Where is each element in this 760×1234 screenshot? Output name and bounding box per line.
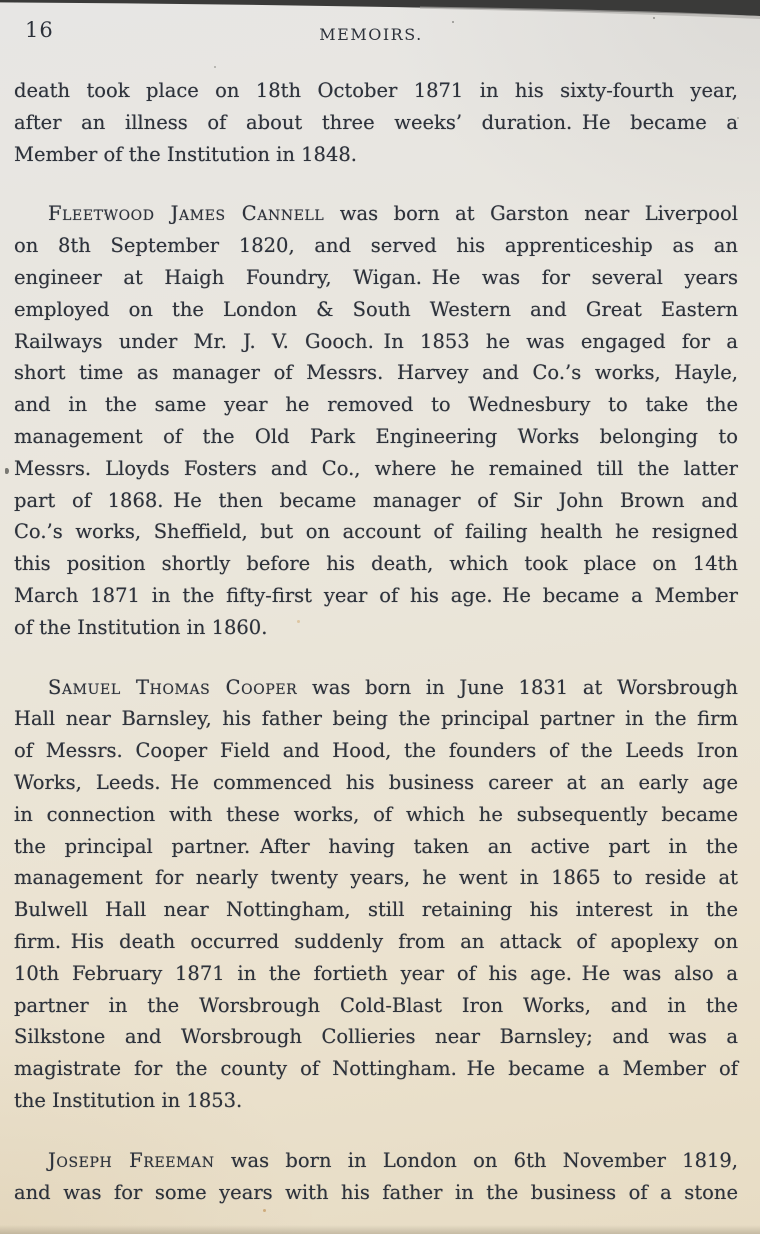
text-line: March 1871 in the fifty-first year of his age. He became a Member	[14, 583, 738, 607]
text-line: of the Institution in 1860.	[14, 615, 268, 639]
paper-speck	[452, 21, 454, 23]
paper-speck	[263, 1209, 266, 1212]
memoir-subject-name: Samuel Thomas Cooper	[48, 675, 298, 699]
text-line: Co.’s works, Sheffield, but on account of failing health he resigned	[14, 520, 738, 544]
page-body	[14, 75, 738, 1208]
page-header	[0, 0, 760, 60]
paper-speck	[214, 66, 216, 68]
memoir-paragraph	[14, 75, 738, 170]
text-line: Fleetwood James Cannell was born at Garston near Liverpool	[48, 202, 738, 226]
memoir-paragraph	[14, 672, 738, 1117]
text-line: Hall near Barnsley, his father being the principal partner in the firm	[14, 707, 738, 731]
text-line: Railways under Mr. J. V. Gooch. In 1853 he was engaged for a	[14, 329, 738, 353]
text-line: the Institution in 1853.	[14, 1088, 243, 1112]
paper-speck	[297, 620, 300, 623]
paper-speck	[653, 17, 655, 19]
scan-bottom-edge-shadow	[0, 1225, 760, 1234]
text-line: part of 1868. He then became manager of Sir John Brown and	[14, 488, 738, 512]
text-line: partner in the Worsbrough Cold-Blast Iron Works, and in the	[14, 993, 738, 1017]
paper-speck	[5, 468, 9, 474]
text-line: the principal partner. After having taken an active part in the	[14, 834, 738, 858]
text-line: this position shortly before his death, which took place on 14th	[14, 552, 738, 576]
text-line: Joseph Freeman was born in London on 6th November 1819,	[48, 1148, 738, 1172]
text-line: and was for some years with his father in the business of a stone	[14, 1180, 738, 1204]
memoir-subject-name: Joseph Freeman	[48, 1148, 215, 1172]
text-line: management of the Old Park Engineering Works belonging to	[14, 424, 738, 448]
text-line: on 8th September 1820, and served his apprenticeship as an	[14, 234, 738, 258]
text-line: in connection with these works, of which he subsequently became	[14, 802, 738, 826]
text-line: death took place on 18th October 1871 in his sixty-fourth year,	[14, 79, 738, 102]
paper-speck	[104, 213, 106, 215]
memoir-paragraph	[14, 1145, 738, 1209]
memoir-subject-name: Fleetwood James Cannell	[48, 202, 325, 226]
page-number: 16	[25, 18, 54, 42]
text-line: employed on the London & South Western and Great Eastern	[14, 297, 738, 321]
text-line: short time as manager of Messrs. Harvey and Co.’s works, Hayle,	[14, 361, 738, 385]
text-line: Bulwell Hall near Nottingham, still retaining his interest in the	[14, 898, 738, 922]
text-line: of Messrs. Cooper Field and Hood, the founders of the Leeds Iron	[14, 739, 738, 763]
text-line: firm. His death occurred suddenly from an attack of apoplexy on	[14, 929, 738, 953]
memoir-paragraph	[14, 198, 738, 643]
paper-speck	[737, 117, 739, 119]
text-line: management for nearly twenty years, he went in 1865 to reside at	[14, 866, 738, 890]
text-line: Samuel Thomas Cooper was born in June 1831 at Worsbrough	[48, 675, 738, 699]
text-line: Member of the Institution in 1848.	[14, 142, 357, 166]
text-line: magistrate for the county of Nottingham. He became a Member of	[14, 1057, 738, 1081]
text-line: engineer at Haigh Foundry, Wigan. He was for several years	[14, 265, 738, 289]
text-line: Works, Leeds. He commenced his business career at an early age	[14, 770, 738, 794]
text-line: 10th February 1871 in the fortieth year of his age. He was also a	[14, 961, 738, 985]
running-head: MEMOIRS.	[319, 25, 423, 44]
text-line: and in the same year he removed to Wednesbury to take the	[14, 393, 738, 417]
text-line: Messrs. Lloyds Fosters and Co., where he remained till the latter	[14, 456, 738, 480]
text-line: after an illness of about three weeks’ duration. He became a	[14, 110, 738, 134]
text-line: Silkstone and Worsbrough Collieries near Barnsley; and was a	[14, 1025, 738, 1049]
